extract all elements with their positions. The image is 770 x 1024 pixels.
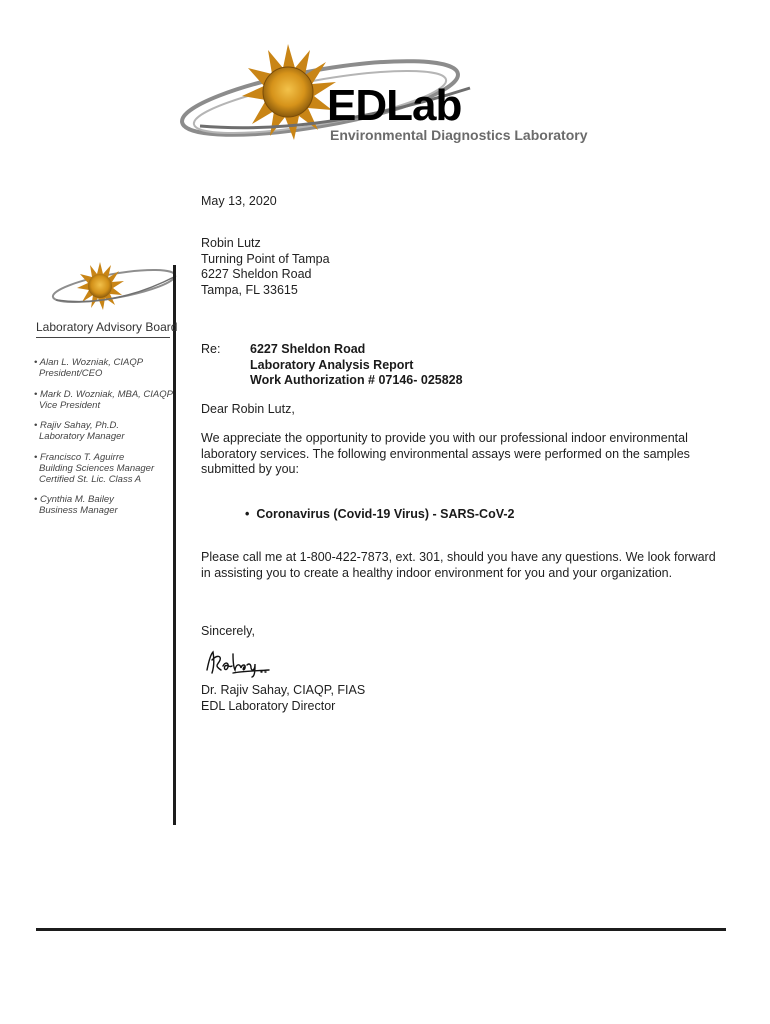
paragraph-intro: We appreciate the opportunity to provide you with our professional indoor environmental laboratory services. The following environmental assays were performed on the samples submitted by you:	[201, 431, 690, 477]
edlab-logo-small	[48, 256, 183, 316]
advisory-board-rule	[36, 337, 170, 338]
sidebar-divider	[173, 265, 176, 825]
re-subject: 6227 Sheldon Road Laboratory Analysis Report Work Authorization # 07146- 025828	[250, 342, 463, 388]
board-member: • Mark D. Wozniak, MBA, CIAQP Vice President	[34, 389, 173, 411]
board-member: • Francisco T. Aguirre Building Sciences Manager Certified St. Lic. Class A	[34, 452, 155, 485]
signature-block	[201, 683, 365, 714]
recipient-org: Turning Point of Tampa	[201, 251, 330, 266]
assay-bullet-item: • Coronavirus (Covid-19 Virus) - SARS-CoV-2	[245, 507, 515, 521]
signer-name: Dr. Rajiv Sahay, CIAQP, FIAS	[201, 683, 366, 697]
recipient-city: Tampa, FL 33615	[201, 282, 298, 297]
brand-tagline: Environmental Diagnostics Laboratory	[330, 127, 588, 143]
recipient-name: Robin Lutz	[201, 236, 261, 250]
salutation: Dear Robin Lutz,	[201, 402, 295, 416]
paragraph-contact: Please call me at 1-800-422-7873, ext. 301, should you have any questions. We look forward in assisting you to create a healthy indoor environment for you and your organization.	[201, 550, 716, 580]
board-member: • Rajiv Sahay, Ph.D. Laboratory Manager	[34, 420, 125, 442]
re-label: Re:	[201, 342, 221, 356]
board-member: • Alan L. Wozniak, CIAQP President/CEO	[34, 357, 144, 379]
advisory-board-title: Laboratory Advisory Board	[36, 320, 178, 334]
recipient-street: 6227 Sheldon Road	[201, 267, 312, 282]
signature-image	[203, 646, 275, 678]
footer-rule	[36, 928, 726, 931]
signer-title: EDL Laboratory Director	[201, 698, 336, 713]
brand-name: EDLab	[327, 81, 462, 130]
board-member: • Cynthia M. Bailey Business Manager	[34, 494, 118, 516]
closing: Sincerely,	[201, 624, 255, 638]
recipient-address	[201, 236, 330, 298]
letter-date: May 13, 2020	[201, 194, 277, 208]
